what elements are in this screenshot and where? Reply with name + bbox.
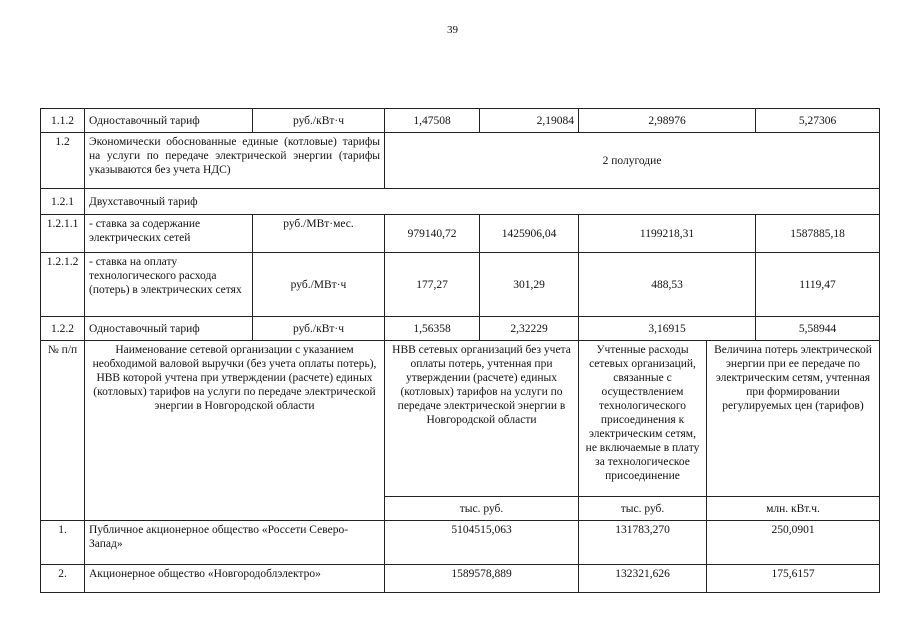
value-cell: 488,53 [579,253,756,317]
unit-nvv: тыс. руб. [385,497,579,521]
unit-losses: млн. кВт.ч. [707,497,880,521]
page-number: 39 [447,24,458,36]
value-cell: 2,19084 [480,109,579,133]
value-cell: 131783,270 [579,521,707,565]
row-name: Экономически обоснованные единые (котловые) тарифы на услуги по передаче электрической энергии (тарифы указываются без учета НДС) [85,133,385,189]
header-losses: Величина потерь электрической энергии при ее передаче по электрическим сетям, учтенная при формировании регулируемых цен (тарифов) [707,341,880,497]
table-row [41,215,880,253]
row-number: 1.2.1.2 [41,253,85,317]
table-row [41,565,880,593]
value-cell: 1,47508 [385,109,480,133]
period-label: 2 полугодие [385,133,880,189]
value-cell: 5,27306 [756,109,880,133]
row-name: - ставка за содержание электрических сетей [85,215,253,253]
table-row [41,133,880,189]
table-row [41,317,880,341]
table-row [41,253,880,317]
header-expenses: Учтенные расходы сетевых организаций, связанные с осуществлением технологического присоединения к электрическим сетям, не включаемые в плату за технологическое присоединение [579,341,707,497]
row-number: 1.1.2 [41,109,85,133]
row-number: 1.2 [41,133,85,189]
value-cell: 979140,72 [385,215,480,253]
row-unit: руб./МВт·мес. [253,215,385,253]
value-cell: 2,32229 [480,317,579,341]
row-name: Одноставочный тариф [85,317,253,341]
value-cell: 250,0901 [707,521,880,565]
value-cell: 1589578,889 [385,565,579,593]
row-number: 2. [41,565,85,593]
header-organization: Наименование сетевой организации с указанием необходимой валовой выручки (без учета оплаты потерь), НВВ которой учтена при утверждении (расчете) единых (котловых) тарифов на услуги по передаче электрической энергии в Новгородской области [85,341,385,521]
row-number: 1.2.2 [41,317,85,341]
row-unit: руб./кВт·ч [253,109,385,133]
row-unit: руб./МВт·ч [253,253,385,317]
unit-expenses: тыс. руб. [579,497,707,521]
row-number: 1.2.1 [41,189,85,215]
row-name: Одноставочный тариф [85,109,253,133]
value-cell: 1119,47 [756,253,880,317]
row-number: 1. [41,521,85,565]
table-row [41,109,880,133]
table-row [41,189,880,215]
value-cell: 1,56358 [385,317,480,341]
value-cell: 5104515,063 [385,521,579,565]
value-cell: 1587885,18 [756,215,880,253]
value-cell: 2,98976 [579,109,756,133]
row-name: - ставка на оплату технологического расхода (потерь) в электрических сетях [85,253,253,317]
table-row [41,521,880,565]
row-number: 1.2.1.1 [41,215,85,253]
value-cell: 132321,626 [579,565,707,593]
table-header-row [41,341,880,497]
row-unit: руб./кВт·ч [253,317,385,341]
org-name: Акционерное общество «Новгородоблэлектро» [85,565,385,593]
value-cell: 177,27 [385,253,480,317]
value-cell: 5,58944 [756,317,880,341]
header-nvv: НВВ сетевых организаций без учета оплаты потерь, учтенная при утверждении (расчете) единых (котловых) тарифов на услуги по передаче электрической энергии в Новгородской области [385,341,579,497]
value-cell: 1425906,04 [480,215,579,253]
value-cell: 301,29 [480,253,579,317]
header-number: № п/п [41,341,85,521]
row-name: Двухставочный тариф [85,189,880,215]
tariff-table [40,108,880,593]
value-cell: 1199218,31 [579,215,756,253]
value-cell: 175,6157 [707,565,880,593]
org-name: Публичное акционерное общество «Россети Северо-Запад» [85,521,385,565]
value-cell: 3,16915 [579,317,756,341]
